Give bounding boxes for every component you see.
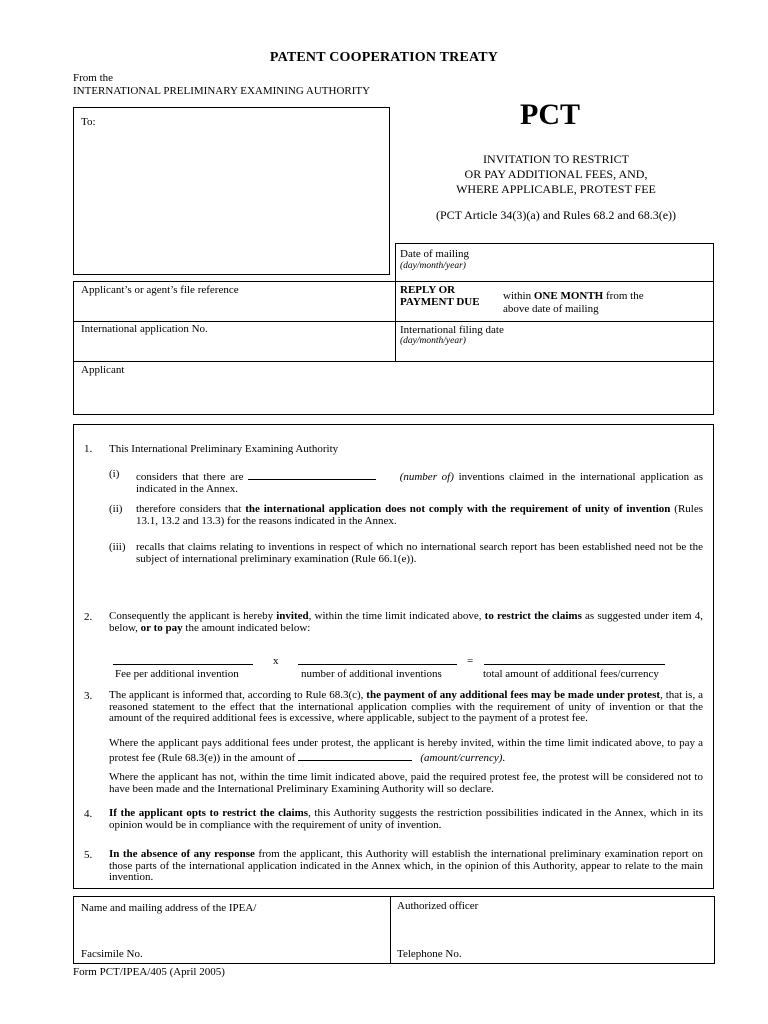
item-5-a: In the absence of any response [109,848,255,860]
item-4-a: If the applicant opts to restrict the claims [109,807,309,819]
reply-deadline-line-2: above date of mailing [503,303,599,315]
file-reference-box[interactable] [73,281,396,322]
item-1-iii [109,541,703,565]
reply-due-box [395,281,714,322]
sender-block [73,72,370,98]
filing-date-label: International filing date [400,324,504,336]
item-1-iii-text: recalls that claims relating to inventions in respect of which no international search report has been established need not be the subject of international preliminary examination (Rule 66.1(e)). [136,541,703,565]
item-1-i-number: (i) [109,468,120,480]
fee-per-invention-field[interactable] [113,664,253,665]
item-4-b: , this Authority suggests the restriction possibilities indicated in the Annex, which in its opinion would be in compliance with the requirement of unity of invention. [109,807,703,831]
heading-line-3: WHERE APPLICABLE, PROTEST FEE [456,182,656,196]
item-1-ii-text-c: (Rules 13.1, 13.2 and 13.3) for the reasons indicated in the Annex. [136,503,703,527]
item-3-protest-fee [109,738,703,764]
form-identifier: Form PCT/IPEA/405 (April 2005) [73,966,225,978]
item-2-g: the amount indicated below: [182,621,311,634]
telephone-label: Telephone No. [397,948,462,960]
item-2-d: to restrict the claims [484,610,582,622]
item-5-number: 5. [84,849,93,861]
form-heading [395,152,717,197]
item-1-ii-number: (ii) [109,503,123,515]
item-1-i-hint: (number of) [399,471,454,483]
item-1-i-text-c: inventions claimed in the international application as indicated in the Annex. [136,471,704,495]
ipea-address-box[interactable] [73,896,391,964]
item-3-d1: Where the applicant pays additional fees under protest, the applicant is hereby invited, within the time limit indicated above, to pay a protest fee (Rule 68.3(e)) in the amount of [109,737,703,764]
application-number-label: International application No. [81,323,208,335]
item-1-i-text-a: considers that there are [136,471,249,483]
item-1-number: 1. [84,443,93,455]
reply-label-1: REPLY OR [400,284,456,296]
from-line-2: INTERNATIONAL PRELIMINARY EXAMINING AUTHORITY [73,85,371,97]
authorized-officer-box[interactable] [390,896,715,964]
to-label: To: [81,116,96,128]
item-3-text [109,690,703,725]
item-3-number: 3. [84,690,93,702]
reply-deadline [503,290,644,302]
item-2-text [109,611,703,634]
item-1-ii-text-a: therefore considers that [136,503,246,515]
item-2-f: or to pay [140,621,183,634]
reply-within: within [503,290,534,302]
item-1-iii-number: (iii) [109,541,126,553]
item-2-number: 2. [84,611,93,623]
item-1-ii-text [136,504,703,527]
reply-label-2: PAYMENT DUE [400,296,480,308]
authorized-officer-label: Authorized officer [397,900,479,912]
date-of-mailing-box[interactable] [395,243,714,282]
number-of-inventions-label: number of additional inventions [301,668,442,680]
number-of-inventions-field[interactable] [298,664,457,665]
file-reference-label: Applicant’s or agent’s file reference [81,284,239,296]
item-5-b: from the applicant, this Authority will establish the international preliminary examination report on those parts of the international application indicated in the Annex which, in the opinion of this Authority, appear to relate to the main invention. [109,848,703,883]
from-line-1: From the [73,72,114,84]
heading-line-1: INVITATION TO RESTRICT [483,152,629,166]
applicant-label: Applicant [81,364,125,376]
fee-per-invention-label: Fee per additional invention [115,668,239,680]
document-title: PATENT COOPERATION TREATY [269,50,499,65]
item-4-number: 4. [84,808,93,820]
item-2-b: invited [276,610,309,622]
ipea-address-label: Name and mailing address of the IPEA/ [81,902,257,914]
item-4-text [109,808,703,831]
article-reference: (PCT Article 34(3)(a) and Rules 68.2 and 68.3(e)) [435,208,677,222]
date-of-mailing-label: Date of mailing [400,248,470,260]
total-fees-label: total amount of additional fees/currency [483,668,659,680]
filing-date-format-hint: (day/month/year) [400,336,466,346]
addressee-box[interactable] [73,107,390,275]
facsimile-label: Facsimile No. [81,948,143,960]
item-2-e: as suggested under item 4, below, [109,610,703,634]
filing-date-box[interactable] [395,321,714,362]
pct-logo: PCT [520,98,580,131]
heading-line-2: OR PAY ADDITIONAL FEES, AND, [464,167,648,181]
item-3-d3: . [502,751,506,764]
item-1-ii-text-bold: the international application does not comply with the requirement of unity of invention [245,503,671,515]
item-2-c: , within the time limit indicated above, [308,610,485,622]
reply-from: from the [603,290,644,302]
item-3-no-protest: Where the applicant has not, within the time limit indicated above, paid the required protest fee, the protest will be considered not to have been made and the International Preliminary Examining Authority will so declare. [109,771,703,795]
reply-one-month: ONE MONTH [533,290,604,302]
item-1-i [109,468,704,495]
application-number-box[interactable] [73,321,396,362]
item-2-a: Consequently the applicant is hereby [109,610,277,622]
item-3-a: The applicant is informed that, according to Rule 68.3(c), [109,689,367,701]
item-1-ii [109,503,703,527]
equals-sign: = [467,655,474,667]
protest-fee-amount-field[interactable] [298,750,412,761]
item-3-c: , that is, a reasoned statement to the effect that the international application complies with the requirement of unity of invention or that the amount of the required additional fees is excessive, where applicable, subject to the payment of a protest fee. [109,689,703,724]
item-1-text: This International Preliminary Examining Authority [109,443,339,455]
multiply-sign: x [273,655,279,667]
item-3-b: the payment of any additional fees may be made under protest [366,689,661,701]
item-5-text [109,849,703,884]
inventions-count-field[interactable] [248,469,376,480]
date-format-hint: (day/month/year) [400,261,466,271]
item-3-d2: (amount/currency) [420,751,503,764]
total-fees-field[interactable] [484,664,665,665]
applicant-box[interactable] [73,361,714,415]
item-1-i-text [136,469,703,495]
